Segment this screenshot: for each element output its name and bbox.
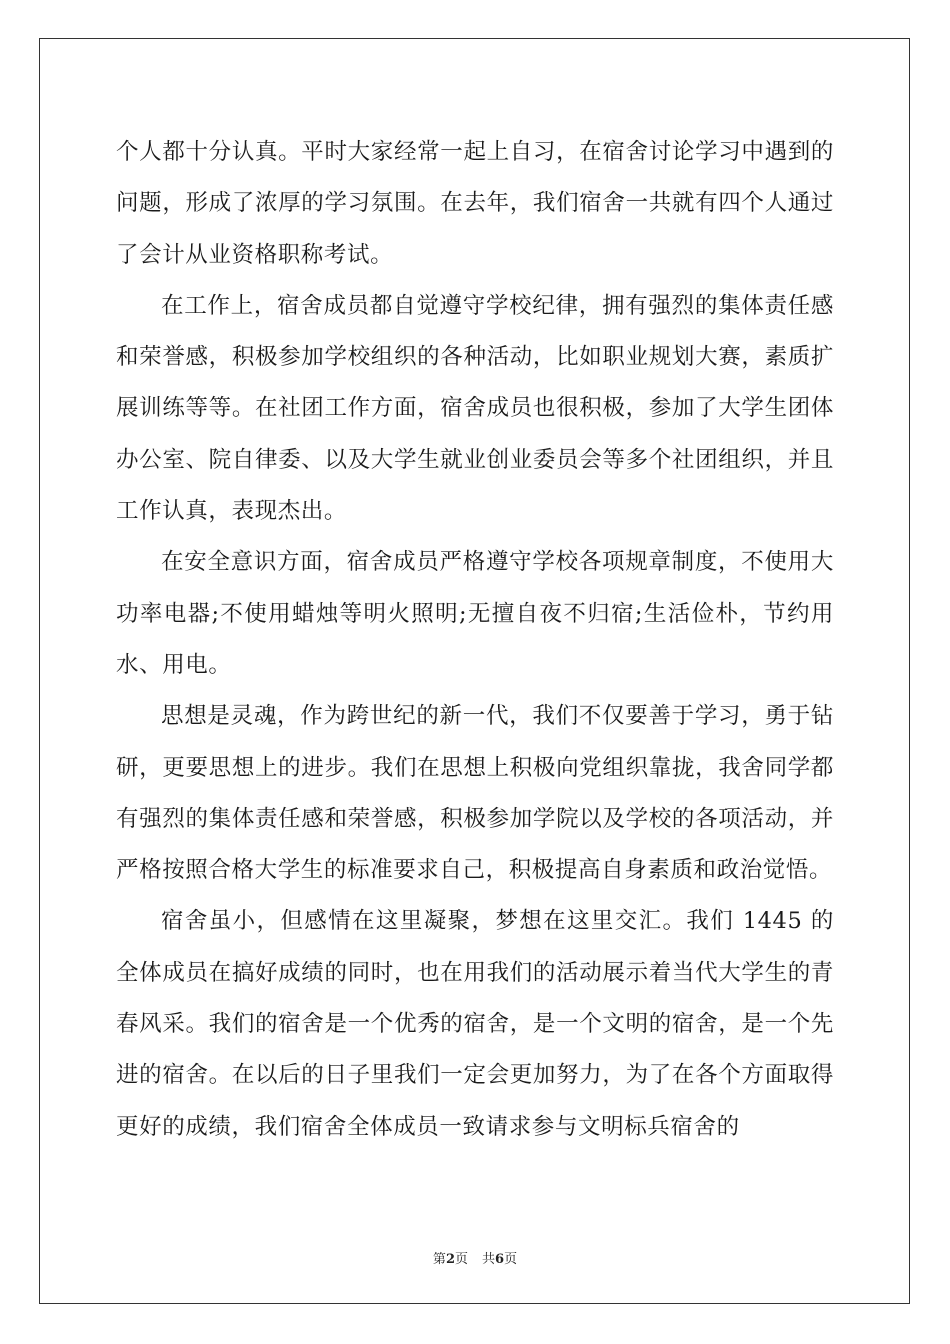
page-footer <box>0 1248 950 1267</box>
page-total-label: 共6页 <box>482 1252 518 1267</box>
total-page-number: 6 <box>495 1252 505 1267</box>
paragraph-2: 在工作上，宿舍成员都自觉遵守学校纪律，拥有强烈的集体责任感和荣誉感，积极参加学校组织的各种活动，比如职业规划大赛，素质扩展训练等等。在社团工作方面，宿舍成员也很积极，参加了大学生团体办公室、院自律委、以及大学生就业创业委员会等多个社团组织，并且工作认真，表现杰出。 <box>116 292 834 525</box>
paragraph-4: 思想是灵魂，作为跨世纪的新一代，我们不仅要善于学习，勇于钻研，更要思想上的进步。我们在思想上积极向党组织靠拢，我舍同学都有强烈的集体责任感和荣誉感，积极参加学院以及学校的各项活动，并严格按照合格大学生的标准要求自己，积极提高自身素质和政治觉悟。 <box>116 703 834 884</box>
current-page-number: 2 <box>445 1252 455 1267</box>
paragraph-1: 个人都十分认真。平时大家经常一起上自习，在宿舍讨论学习中遇到的问题，形成了浓厚的学习氛围。在去年，我们宿舍一共就有四个人通过了会计从业资格职称考试。 <box>116 139 834 268</box>
paragraph-3: 在安全意识方面，宿舍成员严格遵守学校各项规章制度，不使用大功率电器;不使用蜡烛等明火照明;无擅自夜不归宿;生活俭朴，节约用水、用电。 <box>116 549 834 678</box>
document-body <box>116 127 834 1153</box>
paragraph-5: 宿舍虽小，但感情在这里凝聚，梦想在这里交汇。我们 1445 的全体成员在搞好成绩的同时，也在用我们的活动展示着当代大学生的青春风采。我们的宿舍是一个优秀的宿舍，是一个文明的宿舍，是一个先进的宿舍。在以后的日子里我们一定会更加努力，为了在各个方面取得更好的成绩，我们宿舍全体成员一致请求参与文明标兵宿舍的 <box>116 908 834 1140</box>
page-number-label: 第2页 <box>432 1252 468 1267</box>
